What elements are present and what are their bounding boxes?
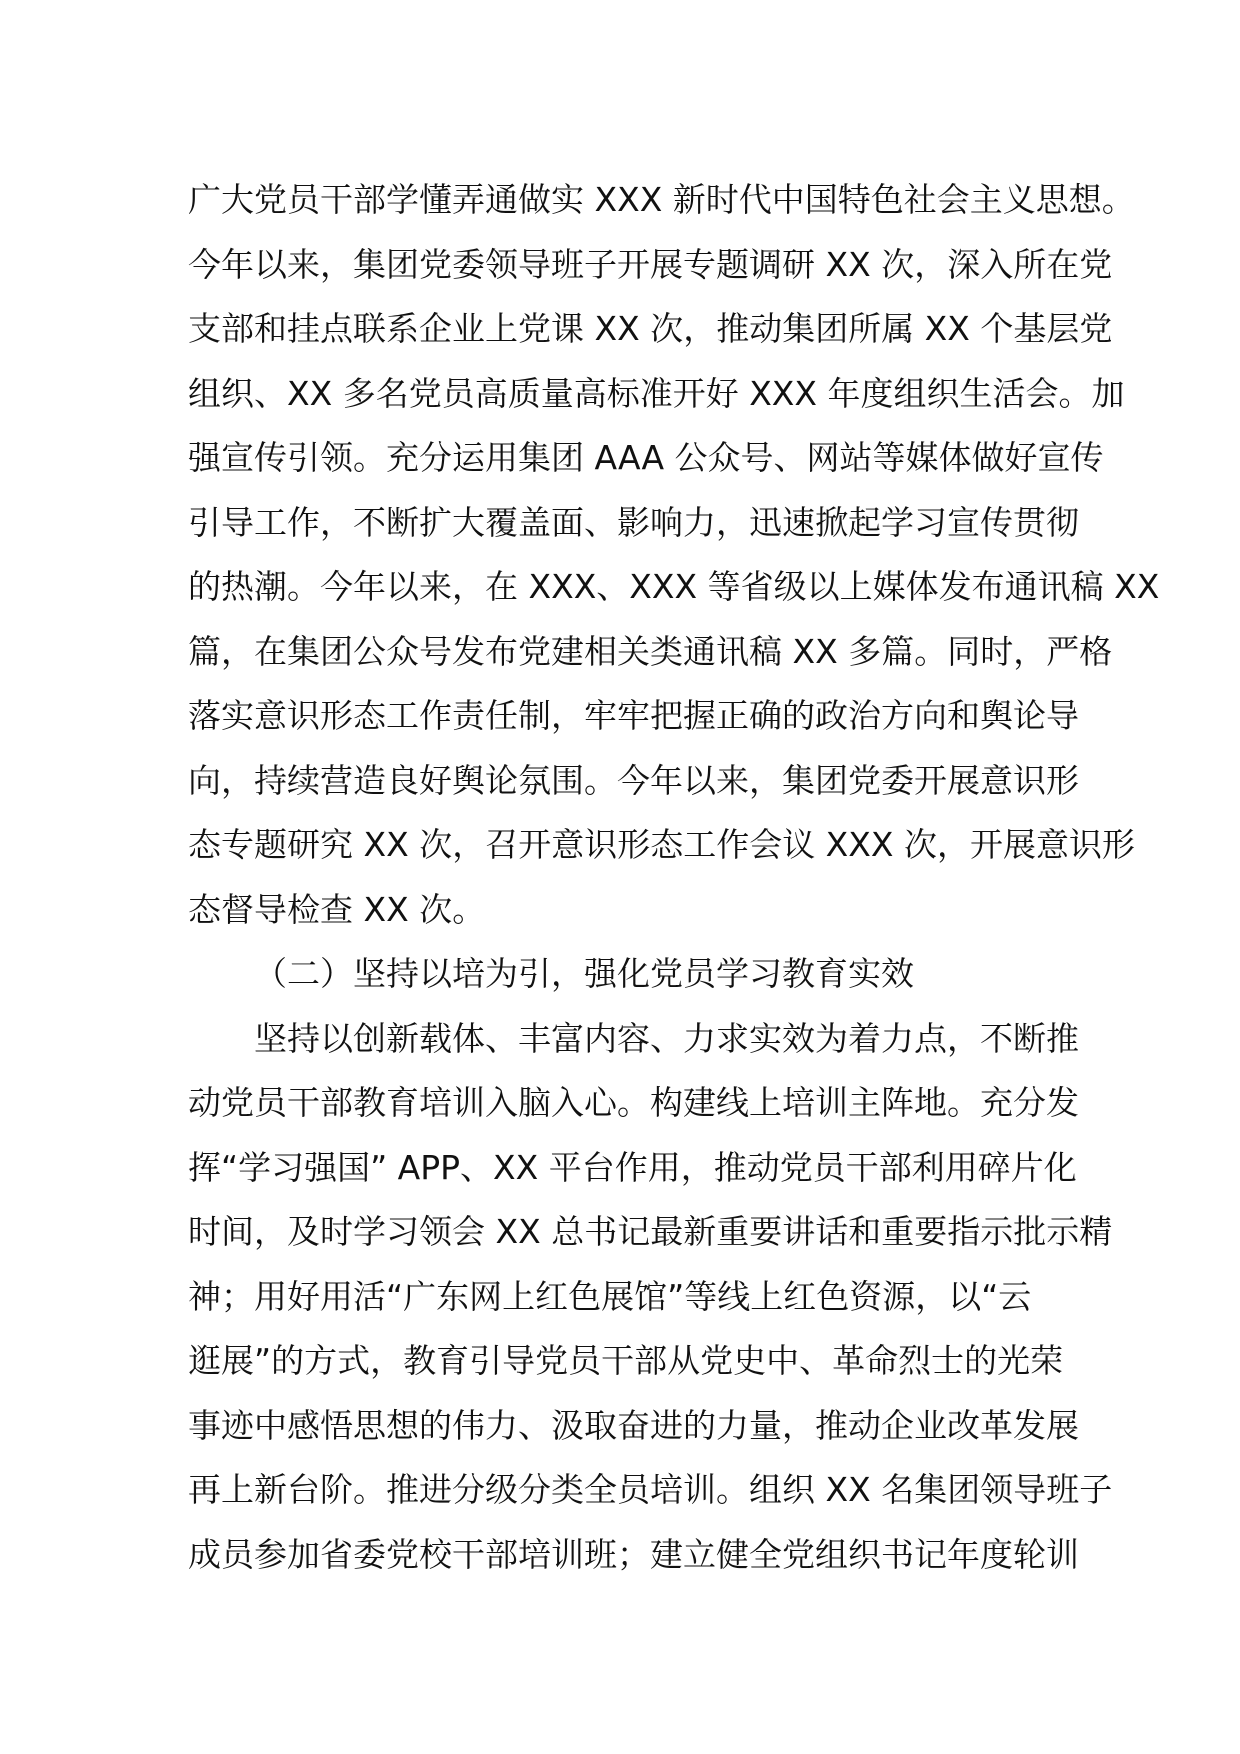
text-line: 的热潮。今年以来，在 XXX、XXX 等省级以上媒体发布通讯稿 XX xyxy=(188,567,1160,606)
paragraph xyxy=(188,1007,1113,1588)
text-line: 态督导检查 XX 次。 xyxy=(188,889,486,929)
text-line: 今年以来，集团党委领导班子开展专题调研 XX 次，深入所在党 xyxy=(188,244,1113,284)
text-line: 时间，及时学习领会 XX 总书记最新重要讲话和重要指示批示精 xyxy=(188,1212,1113,1251)
text-line: 向，持续营造良好舆论氛围。今年以来，集团党委开展意识形 xyxy=(188,760,1079,800)
section-heading: （二）坚持以培为引，强化党员学习教育实效 xyxy=(254,954,914,993)
text-line: 事迹中感悟思想的伟力、汲取奋进的力量，推动企业改革发展 xyxy=(188,1405,1079,1445)
text-line: 态专题研究 XX 次，召开意识形态工作会议 XXX 次，开展意识形 xyxy=(188,825,1135,864)
text-line: 篇，在集团公众号发布党建相关类通讯稿 XX 多篇。同时，严格 xyxy=(188,631,1113,671)
text-line: 强宣传引领。充分运用集团 AAA 公众号、网站等媒体做好宣传 xyxy=(188,438,1104,477)
text-line: 落实意识形态工作责任制，牢牢把握正确的政治方向和舆论导 xyxy=(188,696,1079,735)
text-line: 引导工作，不断扩大覆盖面、影响力，迅速掀起学习宣传贯彻 xyxy=(188,502,1079,542)
text-line: 动党员干部教育培训入脑入心。构建线上培训主阵地。充分发 xyxy=(188,1083,1079,1122)
document-body xyxy=(188,168,1160,1587)
text-line: 组织、XX 多名党员高质量高标准开好 XXX 年度组织生活会。加 xyxy=(188,373,1125,413)
text-line: 支部和挂点联系企业上党课 XX 次，推动集团所属 XX 个基层党 xyxy=(188,309,1113,348)
text-line: 神；用好用活“广东网上红色展馆”等线上红色资源，以“云 xyxy=(188,1276,1032,1316)
paragraph-continued xyxy=(188,168,1160,942)
text-line: 再上新台阶。推进分级分类全员培训。组织 XX 名集团领导班子 xyxy=(188,1470,1113,1509)
text-line: 广大党员干部学懂弄通做实 XXX 新时代中国特色社会主义思想。 xyxy=(188,180,1135,219)
text-line: 挥“学习强国” APP、XX 平台作用，推动党员干部利用碎片化 xyxy=(188,1147,1077,1187)
text-line: 逛展”的方式，教育引导党员干部从党史中、革命烈士的光荣 xyxy=(188,1341,1064,1380)
text-line: 坚持以创新载体、丰富内容、力求实效为着力点，不断推 xyxy=(254,1018,1079,1058)
text-line: 成员参加省委党校干部培训班；建立健全党组织书记年度轮训 xyxy=(188,1534,1079,1574)
